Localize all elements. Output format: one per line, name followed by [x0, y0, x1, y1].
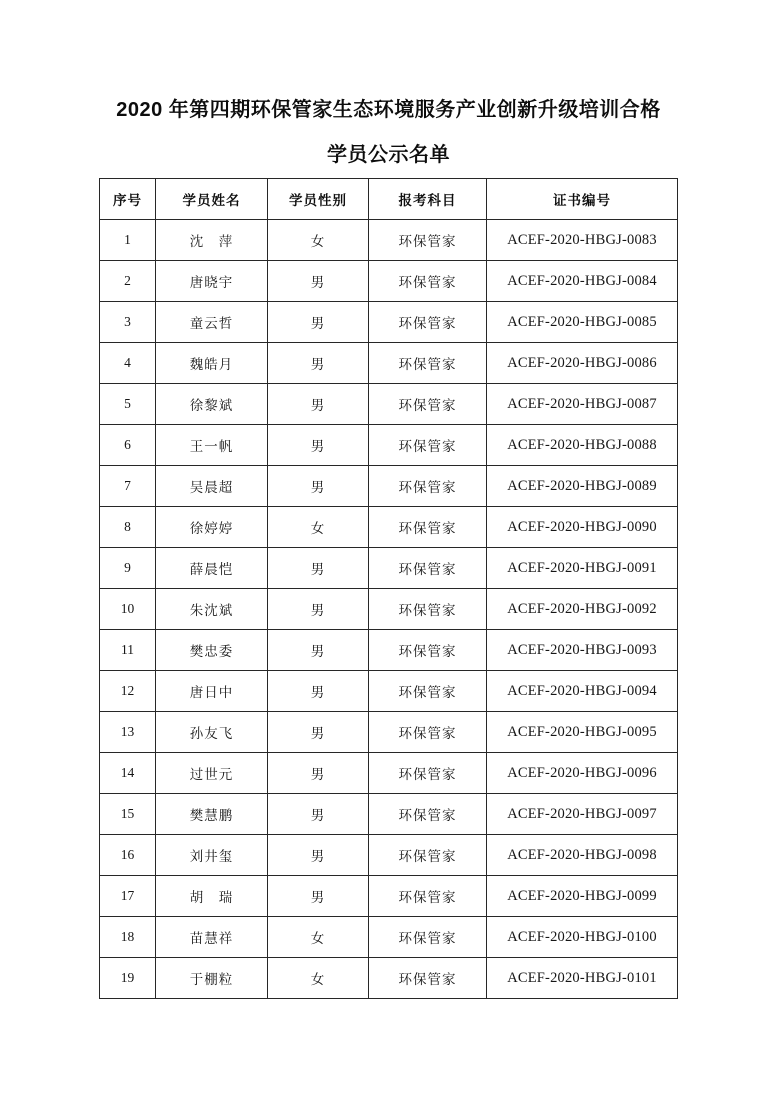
cell-cert: ACEF-2020-HBGJ-0090 — [487, 507, 678, 548]
cell-gender: 男 — [268, 548, 369, 589]
cell-name: 吴晨超 — [156, 466, 268, 507]
cell-name: 薛晨恺 — [156, 548, 268, 589]
cell-subject: 环保管家 — [369, 671, 487, 712]
cell-subject: 环保管家 — [369, 835, 487, 876]
cell-seq: 2 — [100, 261, 156, 302]
cell-gender: 男 — [268, 794, 369, 835]
cell-cert: ACEF-2020-HBGJ-0091 — [487, 548, 678, 589]
table-row — [100, 425, 678, 466]
header-gender: 学员性别 — [268, 179, 369, 220]
cell-cert: ACEF-2020-HBGJ-0087 — [487, 384, 678, 425]
cell-cert: ACEF-2020-HBGJ-0088 — [487, 425, 678, 466]
header-row — [100, 179, 678, 220]
cell-subject: 环保管家 — [369, 302, 487, 343]
table-row — [100, 917, 678, 958]
table-row — [100, 835, 678, 876]
cell-subject: 环保管家 — [369, 794, 487, 835]
header-name: 学员姓名 — [156, 179, 268, 220]
cell-cert: ACEF-2020-HBGJ-0098 — [487, 835, 678, 876]
table-row — [100, 876, 678, 917]
cell-subject: 环保管家 — [369, 343, 487, 384]
cell-seq: 16 — [100, 835, 156, 876]
table-row — [100, 589, 678, 630]
table-body — [100, 220, 678, 999]
cell-subject: 环保管家 — [369, 753, 487, 794]
cell-cert: ACEF-2020-HBGJ-0101 — [487, 958, 678, 999]
table-row — [100, 302, 678, 343]
cell-seq: 9 — [100, 548, 156, 589]
cell-name: 唐日中 — [156, 671, 268, 712]
cell-subject: 环保管家 — [369, 589, 487, 630]
cell-seq: 18 — [100, 917, 156, 958]
table-row — [100, 958, 678, 999]
cell-cert: ACEF-2020-HBGJ-0100 — [487, 917, 678, 958]
cell-seq: 17 — [100, 876, 156, 917]
table-row — [100, 343, 678, 384]
cell-seq: 3 — [100, 302, 156, 343]
roster-table — [99, 178, 678, 999]
table-row — [100, 548, 678, 589]
table-row — [100, 220, 678, 261]
cell-cert: ACEF-2020-HBGJ-0092 — [487, 589, 678, 630]
cell-seq: 19 — [100, 958, 156, 999]
table-row — [100, 384, 678, 425]
cell-gender: 女 — [268, 917, 369, 958]
cell-gender: 男 — [268, 630, 369, 671]
cell-seq: 14 — [100, 753, 156, 794]
cell-seq: 15 — [100, 794, 156, 835]
table-row — [100, 712, 678, 753]
cell-name: 朱沈斌 — [156, 589, 268, 630]
header-subject: 报考科目 — [369, 179, 487, 220]
roster-table-header — [100, 179, 678, 220]
cell-subject: 环保管家 — [369, 466, 487, 507]
cell-name: 徐婷婷 — [156, 507, 268, 548]
cell-cert: ACEF-2020-HBGJ-0099 — [487, 876, 678, 917]
cell-name: 刘井玺 — [156, 835, 268, 876]
cell-subject: 环保管家 — [369, 712, 487, 753]
cell-cert: ACEF-2020-HBGJ-0084 — [487, 261, 678, 302]
cell-subject: 环保管家 — [369, 548, 487, 589]
cell-subject: 环保管家 — [369, 876, 487, 917]
cell-gender: 男 — [268, 712, 369, 753]
cell-gender: 男 — [268, 343, 369, 384]
cell-seq: 10 — [100, 589, 156, 630]
cell-name: 于棚粒 — [156, 958, 268, 999]
cell-gender: 男 — [268, 384, 369, 425]
cell-gender: 男 — [268, 876, 369, 917]
cell-name: 唐晓宇 — [156, 261, 268, 302]
cell-name: 过世元 — [156, 753, 268, 794]
cell-subject: 环保管家 — [369, 220, 487, 261]
cell-gender: 男 — [268, 753, 369, 794]
cell-name: 童云哲 — [156, 302, 268, 343]
cell-cert: ACEF-2020-HBGJ-0094 — [487, 671, 678, 712]
cell-gender: 男 — [268, 302, 369, 343]
cell-name: 樊慧鹏 — [156, 794, 268, 835]
document-title-line-1: 2020 年第四期环保管家生态环境服务产业创新升级培训合格 — [116, 99, 661, 121]
cell-gender: 女 — [268, 220, 369, 261]
cell-cert: ACEF-2020-HBGJ-0097 — [487, 794, 678, 835]
cell-cert: ACEF-2020-HBGJ-0089 — [487, 466, 678, 507]
cell-subject: 环保管家 — [369, 425, 487, 466]
cell-gender: 男 — [268, 261, 369, 302]
cell-cert: ACEF-2020-HBGJ-0086 — [487, 343, 678, 384]
table-row — [100, 507, 678, 548]
header-cert: 证书编号 — [487, 179, 678, 220]
cell-seq: 13 — [100, 712, 156, 753]
cell-subject: 环保管家 — [369, 958, 487, 999]
cell-subject: 环保管家 — [369, 630, 487, 671]
cell-subject: 环保管家 — [369, 917, 487, 958]
cell-gender: 男 — [268, 589, 369, 630]
cell-subject: 环保管家 — [369, 507, 487, 548]
cell-cert: ACEF-2020-HBGJ-0085 — [487, 302, 678, 343]
table-row — [100, 261, 678, 302]
document-title — [0, 0, 777, 178]
cell-gender: 男 — [268, 671, 369, 712]
cell-gender: 女 — [268, 958, 369, 999]
cell-gender: 女 — [268, 507, 369, 548]
cell-seq: 12 — [100, 671, 156, 712]
cell-seq: 6 — [100, 425, 156, 466]
header-seq: 序号 — [100, 179, 156, 220]
cell-cert: ACEF-2020-HBGJ-0093 — [487, 630, 678, 671]
cell-seq: 7 — [100, 466, 156, 507]
document-title-line-2: 学员公示名单 — [327, 144, 450, 166]
cell-name: 王一帆 — [156, 425, 268, 466]
table-row — [100, 753, 678, 794]
cell-name: 徐黎斌 — [156, 384, 268, 425]
cell-name: 孙友飞 — [156, 712, 268, 753]
cell-cert: ACEF-2020-HBGJ-0096 — [487, 753, 678, 794]
table-row — [100, 466, 678, 507]
cell-name: 魏皓月 — [156, 343, 268, 384]
table-row — [100, 794, 678, 835]
cell-seq: 5 — [100, 384, 156, 425]
cell-name: 苗慧祥 — [156, 917, 268, 958]
table-row — [100, 630, 678, 671]
cell-gender: 男 — [268, 425, 369, 466]
cell-name: 樊忠委 — [156, 630, 268, 671]
cell-cert: ACEF-2020-HBGJ-0083 — [487, 220, 678, 261]
cell-cert: ACEF-2020-HBGJ-0095 — [487, 712, 678, 753]
cell-gender: 男 — [268, 466, 369, 507]
cell-seq: 11 — [100, 630, 156, 671]
cell-seq: 4 — [100, 343, 156, 384]
table-row — [100, 671, 678, 712]
cell-subject: 环保管家 — [369, 261, 487, 302]
cell-name: 沈 萍 — [156, 220, 268, 261]
cell-subject: 环保管家 — [369, 384, 487, 425]
cell-gender: 男 — [268, 835, 369, 876]
cell-name: 胡 瑞 — [156, 876, 268, 917]
cell-seq: 8 — [100, 507, 156, 548]
cell-seq: 1 — [100, 220, 156, 261]
